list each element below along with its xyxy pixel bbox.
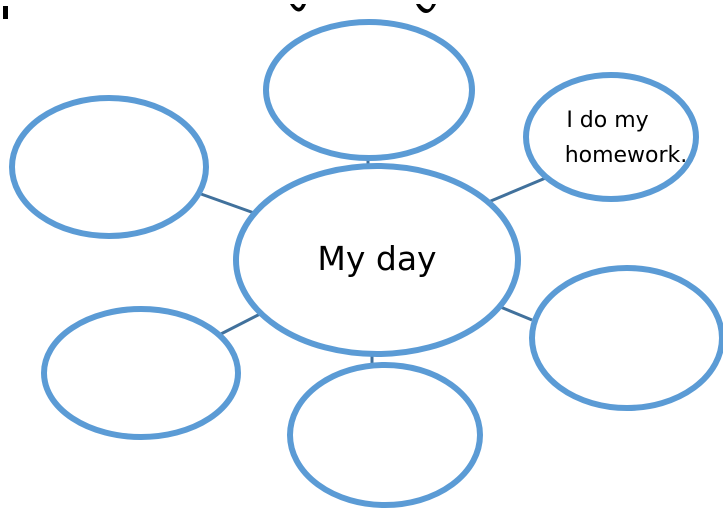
- leaf-bubble-bottom[interactable]: [290, 365, 480, 505]
- leaf-bubble-right[interactable]: [532, 268, 722, 408]
- connector-left: [201, 194, 257, 214]
- connector-top-right: [486, 177, 548, 203]
- connector-bottom-left: [215, 313, 262, 337]
- leaf-bubble-bottom-left[interactable]: [44, 309, 238, 437]
- leaf-bubble-left[interactable]: [12, 98, 206, 236]
- leaf-label-top-right-line-1: I do my: [566, 108, 649, 133]
- leaf-bubble-top-right[interactable]: [526, 75, 696, 199]
- connector-right: [498, 306, 532, 320]
- leaf-label-top-right-line-2: homework.: [564, 143, 688, 168]
- center-label: My day: [317, 239, 437, 278]
- cropped-header-text: [3, 4, 436, 19]
- leaf-bubble-top[interactable]: [266, 22, 472, 158]
